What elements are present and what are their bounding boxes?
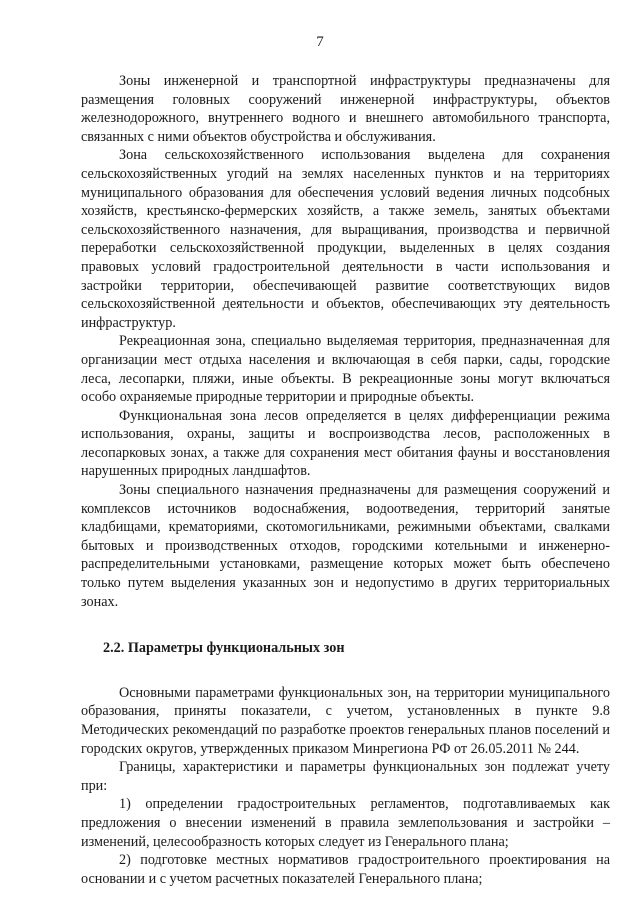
paragraph-infrastructure-zones: Зоны инженерной и транспортной инфраструктуры предназначены для размещения головных сооружений инженерной инфраструктуры, объектов железнодорожного, внутреннего водного и внешнего автомобильного транспорта, связанных с ними объектов обустройства и обслуживания.: [81, 73, 610, 145]
paragraph-agricultural-zone: Зона сельскохозяйственного использования выделена для сохранения сельскохозяйственных угодий на землях населенных пунктов и на территориях муниципального образования для обеспечения условий ведения личных подсобных хозяйств, крестьянско-фермерских хозяйств, а также земель, занятых объектами сельскохозяйственного назначения, для выращивания, производства и первичной переработки сельскохозяйственной продукции, выделенных в целях создания правовых условий градостроительной деятельности в части использования и застройки территории, обеспечивающей развитие соответствующих видов сельскохозяйственной деятельности и объектов, обеспечивающих эту деятельность инфраструктур.: [81, 147, 610, 331]
page-content: [81, 72, 610, 888]
paragraph-boundaries-intro: Границы, характеристики и параметры функциональных зон подлежат учету при:: [81, 759, 610, 794]
paragraph-forest-zone: Функциональная зона лесов определяется в целях дифференциации режима использования, охраны, защиты и воспроизводства лесов, расположенных в лесопарковых зонах, а также для сохранения мест обитания фауны и восстановления нарушенных природных ландшафтов.: [81, 407, 610, 480]
section-heading: 2.2. Параметры функциональных зон: [103, 640, 345, 657]
list-item-2: 2) подготовке местных нормативов градостроительного проектирования на основании и с учетом расчетных показателей Генерального плана;: [81, 852, 610, 887]
page-number: 7: [316, 34, 324, 50]
list-item-1: 1) определении градостроительных регламентов, подготавливаемых как предложения о внесении изменений в правила землепользования и застройки – изменений, целесообразность которых следует из Генерального плана;: [81, 796, 610, 850]
paragraph-main-parameters: Основными параметрами функциональных зон, на территории муниципального образования, приняты показатели, с учетом, установленных в пункте 9.8 Методических рекомендаций по разработке проектов генеральных планов поселений и городских округов, утвержденных приказом Минрегиона РФ от 26.05.2011 № 244.: [81, 684, 610, 757]
paragraph-special-purpose-zones: Зоны специального назначения предназначены для размещения сооружений и комплексов источников водоснабжения, водоотведения, территорий занятые кладбищами, крематориями, скотомогильниками, режимными объектами, свалками бытовых и производственных отходов, городскими котельными и инженерно-распределительными установками, размещение которых может быть обеспечено только путем выделения указанных зон и недопустимо в других территориальных зонах.: [81, 482, 610, 610]
paragraph-recreational-zone: Рекреационная зона, специально выделяемая территория, предназначенная для организации мест отдыха населения и включающая в себя парки, сады, городские леса, лесопарки, пляжи, иные объекты. В рекреационные зоны могут включаться особо охраняемые природные территории и природные объекты.: [81, 333, 610, 406]
